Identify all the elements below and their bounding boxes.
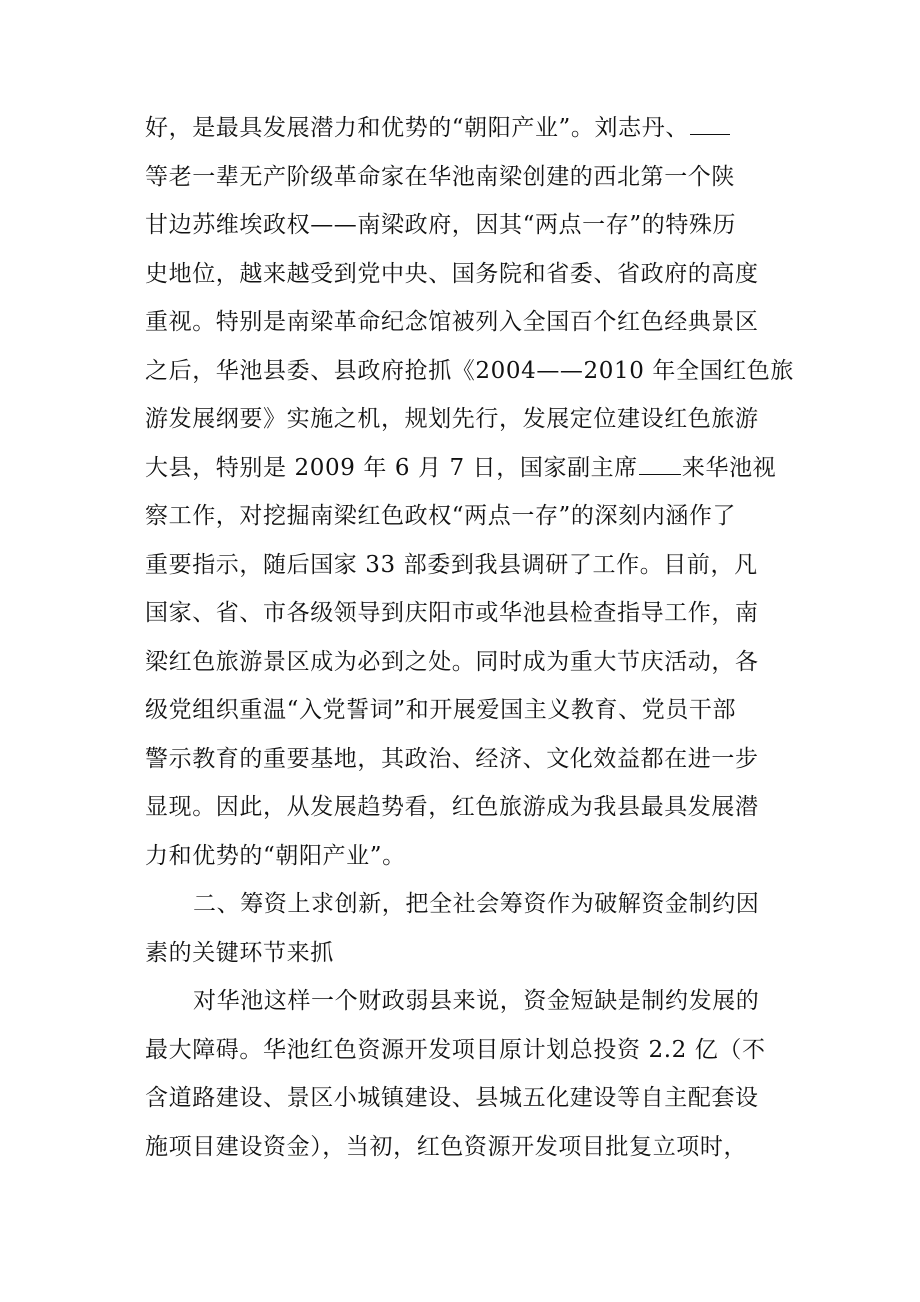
- text-line: 国家、省、市各级领导到庆阳市或华池县检查指导工作，南: [145, 600, 759, 626]
- text-line: 等老一辈无产阶级革命家在华池南梁创建的西北第一个陕: [145, 163, 735, 190]
- body-text: [145, 104, 794, 1171]
- text-line: 力和优势的“朝阳产业”。: [145, 842, 406, 869]
- line-text: 好，是最具发展潜力和优势的“朝阳产业”。刘志丹、: [145, 115, 689, 141]
- blank-line: [690, 114, 730, 135]
- text-line: 重视。特别是南梁革命纪念馆被列入全国百个红色经典景区: [145, 309, 759, 335]
- text-line: 梁红色旅游景区成为必到之处。同时成为重大节庆活动，各: [145, 648, 759, 675]
- text-line: 警示教育的重要基地，其政治、经济、文化效益都在进一步: [145, 745, 759, 772]
- blank-line: [639, 454, 681, 475]
- text-line: 施项目建设资金），当初，红色资源开发项目批复立项时，: [145, 1133, 748, 1160]
- text-line: [145, 104, 785, 153]
- text-line: 游发展纲要》实施之机，规划先行，发展定位建设红色旅游: [145, 406, 759, 432]
- section-heading-line: 素的关键环节来抓: [145, 939, 334, 966]
- text-line: [145, 444, 785, 493]
- text-line: 最大障碍。华池红色资源开发项目原计划总投资 2.2 亿（不: [145, 1036, 766, 1063]
- text-line: 含道路建设、景区小城镇建设、县城五化建设等自主配套设: [145, 1085, 759, 1111]
- text-line: 对华池这样一个财政弱县来说，资金短缺是制约发展的: [193, 988, 760, 1014]
- text-line: 显现。因此，从发展趋势看，红色旅游成为我县最具发展潜: [145, 794, 759, 820]
- section-heading-line: 二、筹资上求创新，把全社会筹资作为破解资金制约因: [193, 891, 760, 917]
- text-line: 重要指示，随后国家 33 部委到我县调研了工作。目前，凡: [145, 551, 758, 578]
- line-text: 来华池视: [681, 454, 777, 481]
- text-line: 史地位，越来越受到党中央、国务院和省委、省政府的高度: [145, 260, 759, 287]
- text-line: 甘边苏维埃政权——南梁政府，因其“两点一存”的特殊历: [145, 212, 737, 238]
- text-line: 级党组织重温“入党誓词”和开展爱国主义教育、党员干部: [145, 697, 737, 723]
- line-text: 大县，特别是 2009 年 6 月 7 日，国家副主席: [145, 454, 638, 481]
- text-line: 之后，华池县委、县政府抢抓《2004——2010 年全国红色旅: [145, 357, 794, 384]
- text-line: 察工作，对挖掘南梁红色政权“两点一存”的深刻内涵作了: [145, 503, 737, 529]
